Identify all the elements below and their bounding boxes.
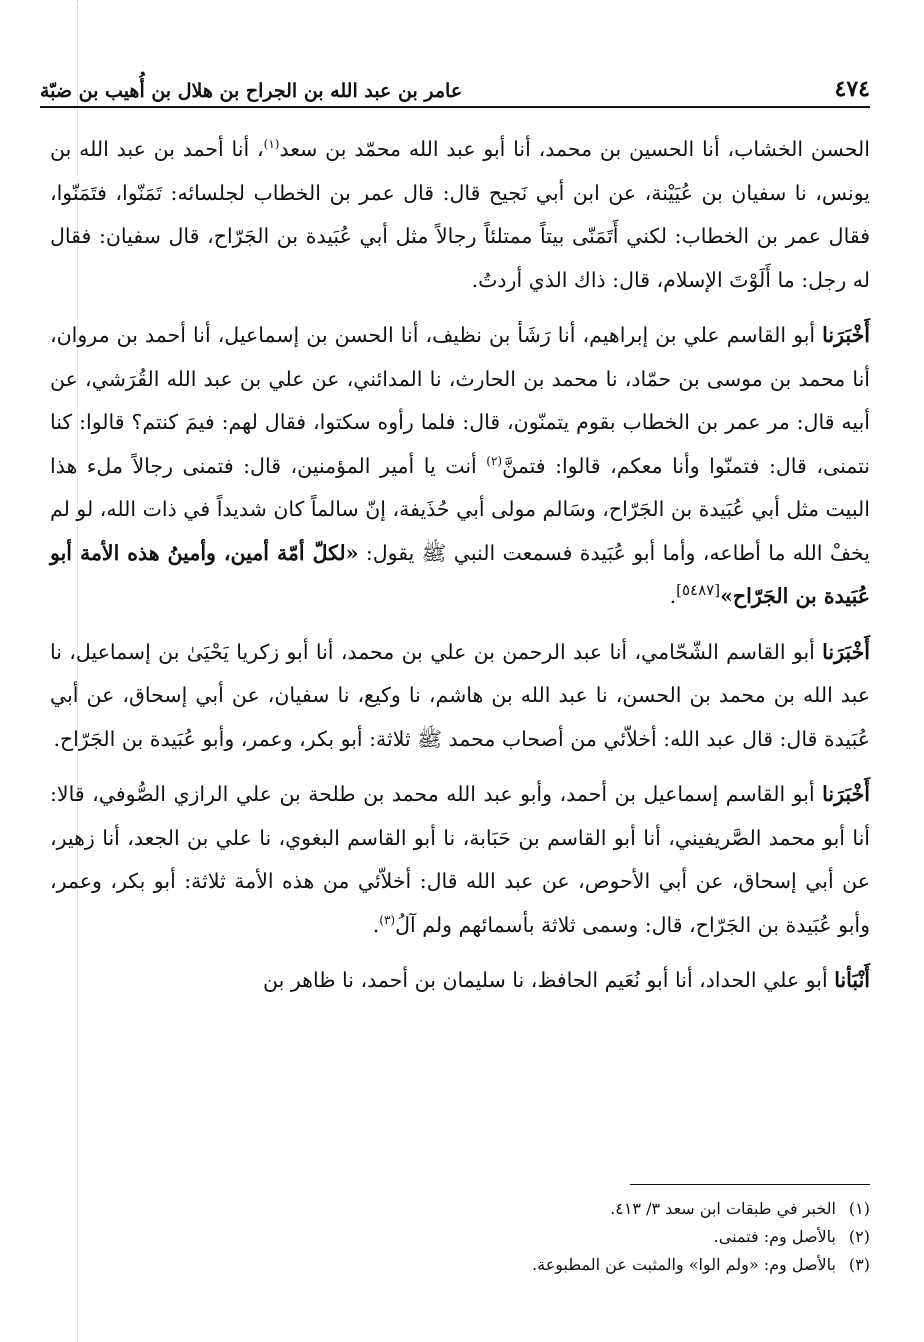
footnote — [80, 1223, 870, 1251]
paragraph-text: الحسن الخشاب، أنا الحسين بن محمد، أنا أبو عبد الله محمّد بن سعد — [279, 137, 870, 161]
footnote-number: (٢) — [848, 1227, 870, 1246]
paragraph: أَخْبَرَنا أبو القاسم علي بن إبراهيم، أنا رَشَأ بن نظيف، أنا الحسن بن إسماعيل، أنا أحمد بن مروان، أنا محمد بن موسى بن حمّاد، نا محمد بن الحارث، نا المدائني، عن علي بن عبد الله القُرَشي، عن أبيه قال: مر عمر بن الخطاب بقوم يتمنّون، قال: فلما رأوه سكتوا، فقال لهم: فيمَ كنتم؟ قالوا: كنا نتمنى، قال: فتمنّوا وأنا معكم، قالوا: فتمنَّ$^{(٢)}$ أنت يا أمير المؤمنين، قال: فتمنى رجالاً ملء هذا البيت مثل أبي عُبَيدة بن الجَرّاح، وسَالم مولى أبي حُذَيفة، إنّ سالماً كان شديداً في ذات الله، لو لم يخفْ الله ما أطاعه، وأما أبو عُبَيدة فسمعت النبي ﷺ يقول: «لكلّ أمّة أمين، وأمينُ هذه الأمة أبو عُبَيدة بن الجَرّاح»[٥٤٨٧]. — [50, 323, 871, 608]
main-text — [50, 128, 870, 1003]
footnote-separator — [630, 1184, 870, 1185]
paragraph-lead-word: أَنْبَأنا — [834, 968, 870, 992]
hadith-reference-number: [٥٤٨٧] — [676, 581, 721, 600]
footnote-marker: (١) — [263, 137, 280, 152]
paragraph-lead-word: أَخْبَرَنا — [822, 639, 870, 664]
footnote-text: بالأصل وم: «ولم الوا» والمثبت عن المطبوعة. — [532, 1255, 836, 1274]
paragraph-text-continued: . — [372, 912, 380, 937]
running-title: عامر بن عبد الله بن الجراح بن هلال بن أُهيب بن ضبّة — [40, 80, 463, 102]
paragraph-text: أبو القاسم علي بن إبراهيم، أنا رَشَأ بن نظيف، أنا الحسن بن إسماعيل، أنا أحمد بن مروان، أنا محمد بن موسى بن حمّاد، نا محمد بن الحارث، نا المدائني، عن علي بن عبد الله القُرَشي، عن أبيه قال: مر عمر بن الخطاب بقوم يتمنّون، قال: فلما رأوه سكتوا، فقال لهم: فيمَ كنتم؟ قالوا: كنا نتمنى، قال: فتمنّوا وأنا معكم، قالوا: فتمنَّ — [50, 323, 871, 478]
footnote — [80, 1195, 870, 1223]
footnote-text: بالأصل وم: فتمنى. — [713, 1227, 836, 1246]
paragraph — [50, 959, 870, 1003]
page-number: ٤٧٤ — [834, 76, 870, 102]
footnote-number: (٣) — [848, 1255, 870, 1274]
paragraph-text: أبو القاسم الشّحّامي، أنا عبد الرحمن بن علي بن محمد، أنا أبو زكريا يَحْيَىٰ بن إسماعيل، نا عبد الله بن محمد بن الحسن، نا عبد الله بن هاشم، نا وكيع، نا سفيان، عن أبي إسحاق، عن أبي عُبَيدة قال: قال عبد الله: أخلاّئي من أصحاب محمد ﷺ ثلاثة: أبو بكر، وعمر، وأبو عُبَيدة بن الجَرّاح. — [50, 639, 870, 751]
hadith-quote: «لكلّ أمّة أمين، وأمينُ هذه الأمة أبو عُبَيدة بن الجَرّاح» — [50, 540, 870, 608]
paragraph-text-continued: أنت يا أمير المؤمنين، قال: فتمنى رجالاً ملء هذا البيت مثل أبي عُبَيدة بن الجَرّاح، وسَالم مولى أبي حُذَيفة، إنّ سالماً كان شديداً في ذات الله، لو لم يخفْ الله ما أطاعه، وأما أبو عُبَيدة فسمعت النبي ﷺ يقول: — [50, 453, 870, 565]
footnote — [80, 1251, 870, 1279]
paragraph-text-continued: ، أنا أحمد بن عبد الله بن يونس، نا سفيان بن عُيَيْنة، عن ابن أبي نَجيح قال: قال عمر بن الخطاب لجلسائه: تَمَنّوا، فتَمَنّوا، فقال عمر بن الخطاب: لكني أَتَمَنّى بيتاً ممتلئاً رجالاً مثل أبي عُبَيدة بن الجَرّاح، قال سفيان: فقال له رجل: ما أَلَوْتَ الإسلام، قال: ذاك الذي أردتُ. — [50, 137, 870, 292]
footnotes — [80, 1184, 870, 1279]
paragraph — [50, 773, 870, 947]
page-header — [40, 70, 870, 108]
paragraph-lead-word: أَخْبَرَنا — [822, 782, 870, 806]
footnote-number: (١) — [848, 1199, 870, 1218]
paragraph-text: أبو علي الحداد، أنا أبو نُعَيم الحافظ، نا سليمان بن أحمد، نا ظاهر بن — [263, 968, 835, 992]
paragraph-text: أبو القاسم إسماعيل بن أحمد، وأبو عبد الله محمد بن طلحة بن علي الرازي الصُّوفي، قالا: أنا أبو محمد الصَّريفيني، أنا أبو القاسم بن حَبَابة، نا أبو القاسم البغوي، نا علي بن الجعد، أنا زهير، عن أبي إسحاق، عن أبي الأحوص، عن عبد الله قال: أخلاّئي من هذه الأمة ثلاثة: أبو بكر، وعمر، وأبو عُبَيدة بن الجَرّاح، قال: وسمى ثلاثة بأسمائهم ولم آلُ — [50, 782, 870, 937]
paragraph — [50, 631, 870, 762]
footnote-marker: (٣) — [379, 912, 396, 927]
footnote-text: الخبر في طبقات ابن سعد ٣/ ٤١٣. — [610, 1199, 836, 1218]
paragraph — [50, 128, 870, 302]
paragraph-lead-word: أَخْبَرَنا — [822, 323, 870, 347]
footnote-marker: (٢) — [486, 453, 503, 468]
